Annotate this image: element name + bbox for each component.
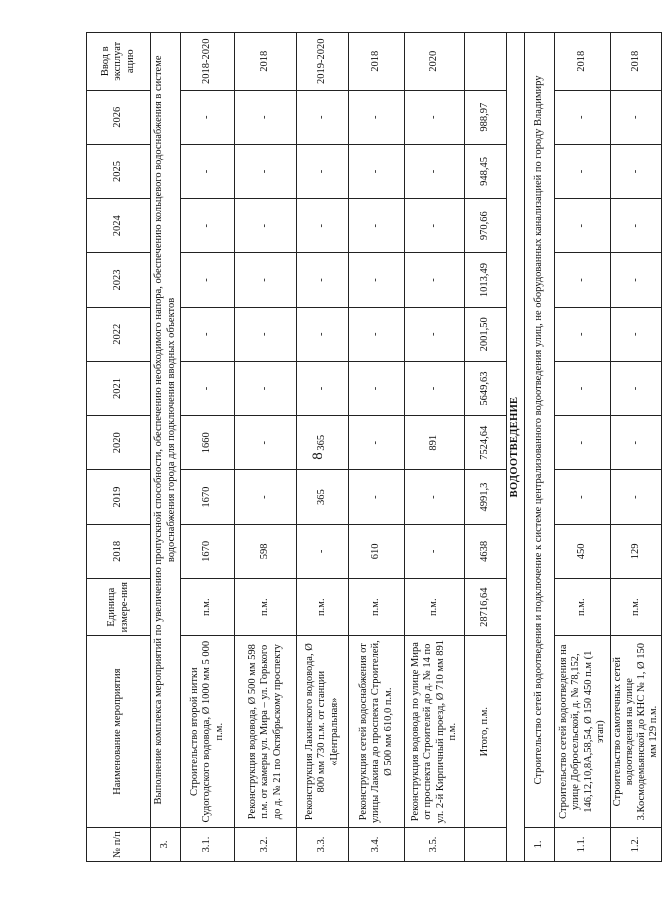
row-value: - xyxy=(349,416,405,470)
row-number: 1.1. xyxy=(555,827,611,861)
row-year: 2020 xyxy=(405,33,465,91)
page-number: 8 xyxy=(310,452,326,460)
row-number: 3.2. xyxy=(235,827,297,861)
section-row xyxy=(525,33,555,862)
total-value: 7524,64 xyxy=(465,416,507,470)
row-value: - xyxy=(349,470,405,524)
row-value: - xyxy=(405,524,465,578)
total-value: 988,97 xyxy=(465,90,507,144)
section-row xyxy=(151,33,181,862)
row-value: - xyxy=(555,416,611,470)
table-row xyxy=(405,33,465,862)
row-number: 3.5. xyxy=(405,827,465,861)
row-unit: п.м. xyxy=(405,578,465,635)
row-value: - xyxy=(405,253,465,307)
header-cell: 2025 xyxy=(87,144,151,198)
row-value: - xyxy=(349,144,405,198)
row-value: 1660 xyxy=(181,416,235,470)
row-year: 2018 xyxy=(611,33,662,91)
row-name: Строительство сетей водоотведения на улице Добросельской, д. № 78,152, 146,12,10,8А,58,54, Ø 150 450 п.м (1 этап) xyxy=(555,636,611,828)
row-value: - xyxy=(555,199,611,253)
row-value: - xyxy=(297,144,349,198)
row-value: - xyxy=(611,307,662,361)
section-title: Выполнение комплекса мероприятий по увеличению пропускной способности, обеспечению необходимого напора, обеспечению кольцевого водоснабжения в системе водоснабжения города для подключения вводных объектов xyxy=(151,33,181,828)
row-year: 2018 xyxy=(349,33,405,91)
row-value: - xyxy=(611,90,662,144)
row-value: 598 xyxy=(235,524,297,578)
header-cell: 2022 xyxy=(87,307,151,361)
row-value: - xyxy=(555,90,611,144)
row-value: 1670 xyxy=(181,524,235,578)
row-year: 2018 xyxy=(235,33,297,91)
row-value: - xyxy=(405,470,465,524)
header-cell: Наименование мероприятия xyxy=(87,636,151,828)
header-cell: 2019 xyxy=(87,470,151,524)
header-cell: Ввод в эксплуат ацию xyxy=(87,33,151,91)
works-table xyxy=(86,32,662,862)
row-year: 2018-2020 xyxy=(181,33,235,91)
row-value: - xyxy=(235,253,297,307)
row-value: - xyxy=(405,144,465,198)
row-unit: п.м. xyxy=(555,578,611,635)
row-value: - xyxy=(297,524,349,578)
row-value: - xyxy=(555,470,611,524)
row-value: - xyxy=(611,144,662,198)
row-value: - xyxy=(349,90,405,144)
row-value: - xyxy=(405,361,465,415)
row-name: Реконструкция Лакинского водовода, Ø 800 мм 730 п.м. от станции «Центральная» xyxy=(297,636,349,828)
row-name: Реконструкция сетей водоснабжения от улицы Лакина до проспекта Строителей, Ø 500 мм 610,0 п.м. xyxy=(349,636,405,828)
section-3-rows xyxy=(181,33,465,862)
row-value: - xyxy=(405,199,465,253)
header-row xyxy=(87,33,151,862)
section-title: Строительство сетей водоотведения и подключение к системе централизованного водоотведения улиц, не оборудованных канализацией по городу Владимиру xyxy=(525,33,555,828)
table-row xyxy=(297,33,349,862)
row-value: - xyxy=(235,307,297,361)
row-unit: п.м. xyxy=(181,578,235,635)
row-value: - xyxy=(555,144,611,198)
row-value: - xyxy=(349,199,405,253)
row-value: - xyxy=(611,361,662,415)
section-number: 1. xyxy=(525,827,555,861)
table-row xyxy=(235,33,297,862)
vodootvedenie-heading: ВОДООТВЕДЕНИЕ xyxy=(507,33,525,862)
row-value: - xyxy=(297,253,349,307)
row-number: 3.4. xyxy=(349,827,405,861)
header-cell: Единица измере-ния xyxy=(87,578,151,635)
row-value: - xyxy=(611,253,662,307)
header-cell: 2023 xyxy=(87,253,151,307)
row-value: - xyxy=(181,90,235,144)
header-cell: 2021 xyxy=(87,361,151,415)
section-number: 3. xyxy=(151,827,181,861)
rotated-table-wrapper xyxy=(86,32,660,862)
row-value: - xyxy=(611,199,662,253)
row-year: 2019-2020 xyxy=(297,33,349,91)
row-number: 3.1. xyxy=(181,827,235,861)
total-label: Итого, п.м. xyxy=(465,636,507,828)
vodootvedenie-row xyxy=(507,33,525,862)
row-value: - xyxy=(297,90,349,144)
row-year: 2018 xyxy=(555,33,611,91)
row-value: - xyxy=(181,307,235,361)
row-value: - xyxy=(349,253,405,307)
total-value: 4991,3 xyxy=(465,470,507,524)
row-value: 450 xyxy=(555,524,611,578)
row-value: - xyxy=(181,361,235,415)
row-number: 1.2. xyxy=(611,827,662,861)
row-unit: п.м. xyxy=(235,578,297,635)
row-value: - xyxy=(235,470,297,524)
row-value: - xyxy=(611,470,662,524)
table-row xyxy=(555,33,611,862)
row-name: Реконструкция водовода по улице Мира от проспекта Строителей до д. № 14 по ул. 2-й Кирпичный проезд, Ø 710 мм 891 п.м. xyxy=(405,636,465,828)
row-value: 365 xyxy=(297,470,349,524)
header-cell: 2024 xyxy=(87,199,151,253)
table-row xyxy=(181,33,235,862)
total-year xyxy=(465,33,507,91)
row-value: - xyxy=(181,199,235,253)
row-value: - xyxy=(611,416,662,470)
total-value: 970,66 xyxy=(465,199,507,253)
total-value: 4638 xyxy=(465,524,507,578)
row-unit: п.м. xyxy=(349,578,405,635)
row-value: 129 xyxy=(611,524,662,578)
table-row xyxy=(349,33,405,862)
row-name: Строительство второй нитки Судогодского водовода, Ø 1000 мм 5 000 п.м. xyxy=(181,636,235,828)
row-value: - xyxy=(349,307,405,361)
row-value: - xyxy=(349,361,405,415)
row-value: - xyxy=(555,361,611,415)
header-cell: 2026 xyxy=(87,90,151,144)
row-value: 610 xyxy=(349,524,405,578)
row-value: - xyxy=(235,144,297,198)
row-value: 1670 xyxy=(181,470,235,524)
row-value: - xyxy=(297,307,349,361)
row-value: - xyxy=(181,144,235,198)
row-value: - xyxy=(297,361,349,415)
total-empty-cell xyxy=(465,827,507,861)
row-value: - xyxy=(235,416,297,470)
total-value: 5649,63 xyxy=(465,361,507,415)
total-row xyxy=(465,33,507,862)
table-row xyxy=(611,33,662,862)
row-value: 891 xyxy=(405,416,465,470)
row-number: 3.3. xyxy=(297,827,349,861)
section-1-rows xyxy=(555,33,662,862)
row-value: 365 xyxy=(297,416,349,470)
row-value: - xyxy=(297,199,349,253)
row-value: - xyxy=(181,253,235,307)
header-cell: № п/п xyxy=(87,827,151,861)
row-value: - xyxy=(235,199,297,253)
row-value: - xyxy=(235,90,297,144)
row-value: - xyxy=(555,307,611,361)
total-value: 2001,50 xyxy=(465,307,507,361)
total-value: 1013,49 xyxy=(465,253,507,307)
row-unit: п.м. xyxy=(611,578,662,635)
header-cell: 2020 xyxy=(87,416,151,470)
header-cell: 2018 xyxy=(87,524,151,578)
row-value: - xyxy=(405,307,465,361)
row-unit: п.м. xyxy=(297,578,349,635)
row-value: - xyxy=(555,253,611,307)
total-value: 948,45 xyxy=(465,144,507,198)
row-name: Реконструкция водовода, Ø 500 мм 598 п.м. от камеры ул. Мира – ул. Горького до д. № 21 по Октябрьскому проспекту xyxy=(235,636,297,828)
row-name: Строительство самотечных сетей водоотведения на улице 3.Космодемьянской до КНС № 1, Ø 150 мм 129 п.м. xyxy=(611,636,662,828)
row-value: - xyxy=(235,361,297,415)
row-value: - xyxy=(405,90,465,144)
total-unit-value: 28716,64 xyxy=(465,578,507,635)
